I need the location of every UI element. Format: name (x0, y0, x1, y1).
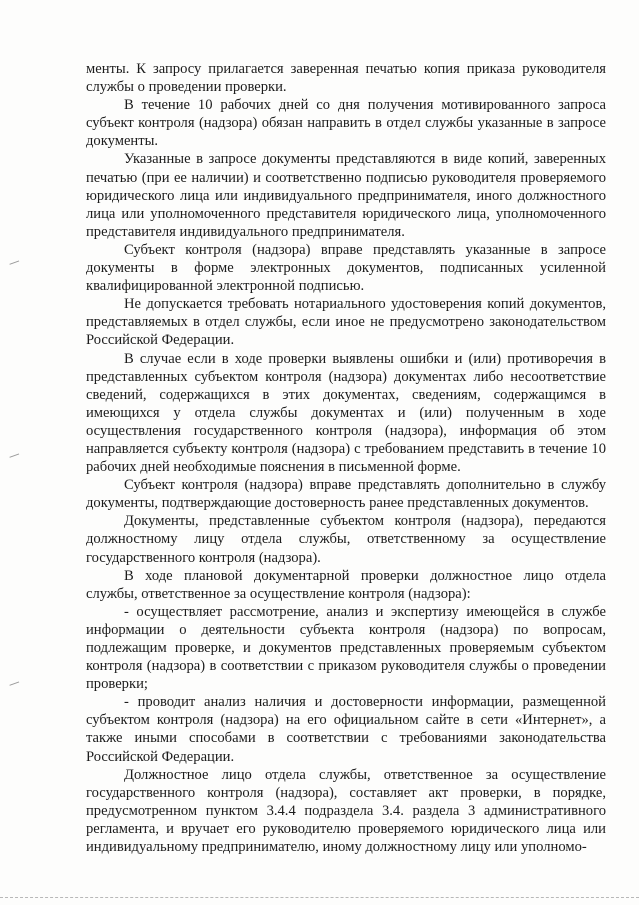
paragraph-electronic: Субъект контроля (надзора) вправе представлять указанные в запросе документы в форме электронных документов, подписанных усиленной квалифицированной электронной подписью. (86, 241, 606, 295)
paragraph-notary: Не допускается требовать нотариального удостоверения копий документов, представляемых в отдел службы, если иное не предусмотрено законодательством Российской Федерации. (86, 296, 606, 349)
scan-bottom-edge (0, 897, 639, 898)
paragraph-transfer: Документы, представленные субъектом контроля (надзора), передаются должностному лицу отдела службы, ответственному за осуществление государственного контроля (надзора). (86, 513, 606, 566)
scan-margin-mark (9, 260, 20, 268)
document-body (86, 60, 606, 856)
scan-margin-mark (9, 681, 20, 689)
paragraph-copies: Указанные в запросе документы представляются в виде копий, заверенных печатью (при ее наличии) и соответственно подписью руководителя проверяемого юридического лица или индивидуального предпринимателя, иного должностного лица или уполномоченного представителя юридического лица, уполномоченного представителя индивидуального предпринимателя. (86, 151, 606, 240)
paragraph-additional: Субъект контроля (надзора) вправе представлять дополнительно в службу документы, подтверждающие достоверность ранее представленных документов. (86, 477, 606, 512)
paragraph-planned-check: В ходе плановой документарной проверки должностное лицо отдела службы, ответственное за осуществление контроля (надзора): (86, 567, 606, 602)
paragraph-deadline: В течение 10 рабочих дней со дня получения мотивированного запроса субъект контроля (надзора) обязан направить в отдел службы указанные в запросе документы. (86, 97, 606, 150)
paragraph-act: Должностное лицо отдела службы, ответственное за осуществление государственного контроля (надзора), составляет акт проверки, в порядке, предусмотренном пунктом 3.4.4 подраздела 3.4. раздела 3 административного регламента, и вручает его руководителю проверяемого юридического лица или индивидуальному предпринимателю, иному должностному лицу или уполномо- (86, 766, 606, 856)
paragraph-continuation: менты. К запросу прилагается заверенная печатью копия приказа руководителя службы о проведении проверки. (86, 61, 606, 96)
list-item-website: - проводит анализ наличия и достоверности информации, размещенной субъектом контроля (надзора) на его официальном сайте в сети «Интернет», а также иными способами в соответствии с требованиями законодательства Российской Федерации. (86, 694, 606, 765)
paragraph-errors: В случае если в ходе проверки выявлены ошибки и (или) противоречия в представленных субъектом контроля (надзора) документах либо несоответствие сведений, содержащихся в этих документах, сведениям, содержащимся в имеющихся у отдела службы документах и (или) полученным в ходе осуществления государственного контроля (надзора), информация об этом направляется субъекту контроля (надзора) с требованием представить в течение 10 рабочих дней необходимые пояснения в письменной форме. (86, 350, 606, 476)
list-item-analysis: - осуществляет рассмотрение, анализ и экспертизу имеющейся в службе информации о деятельности субъекта контроля (надзора) по вопросам, подлежащим проверке, и документов представленных проверяемым субъектом контроля (надзора) в соответствии с приказом руководителя службы о проведении проверки; (86, 603, 606, 693)
scan-margin-mark (9, 453, 20, 461)
